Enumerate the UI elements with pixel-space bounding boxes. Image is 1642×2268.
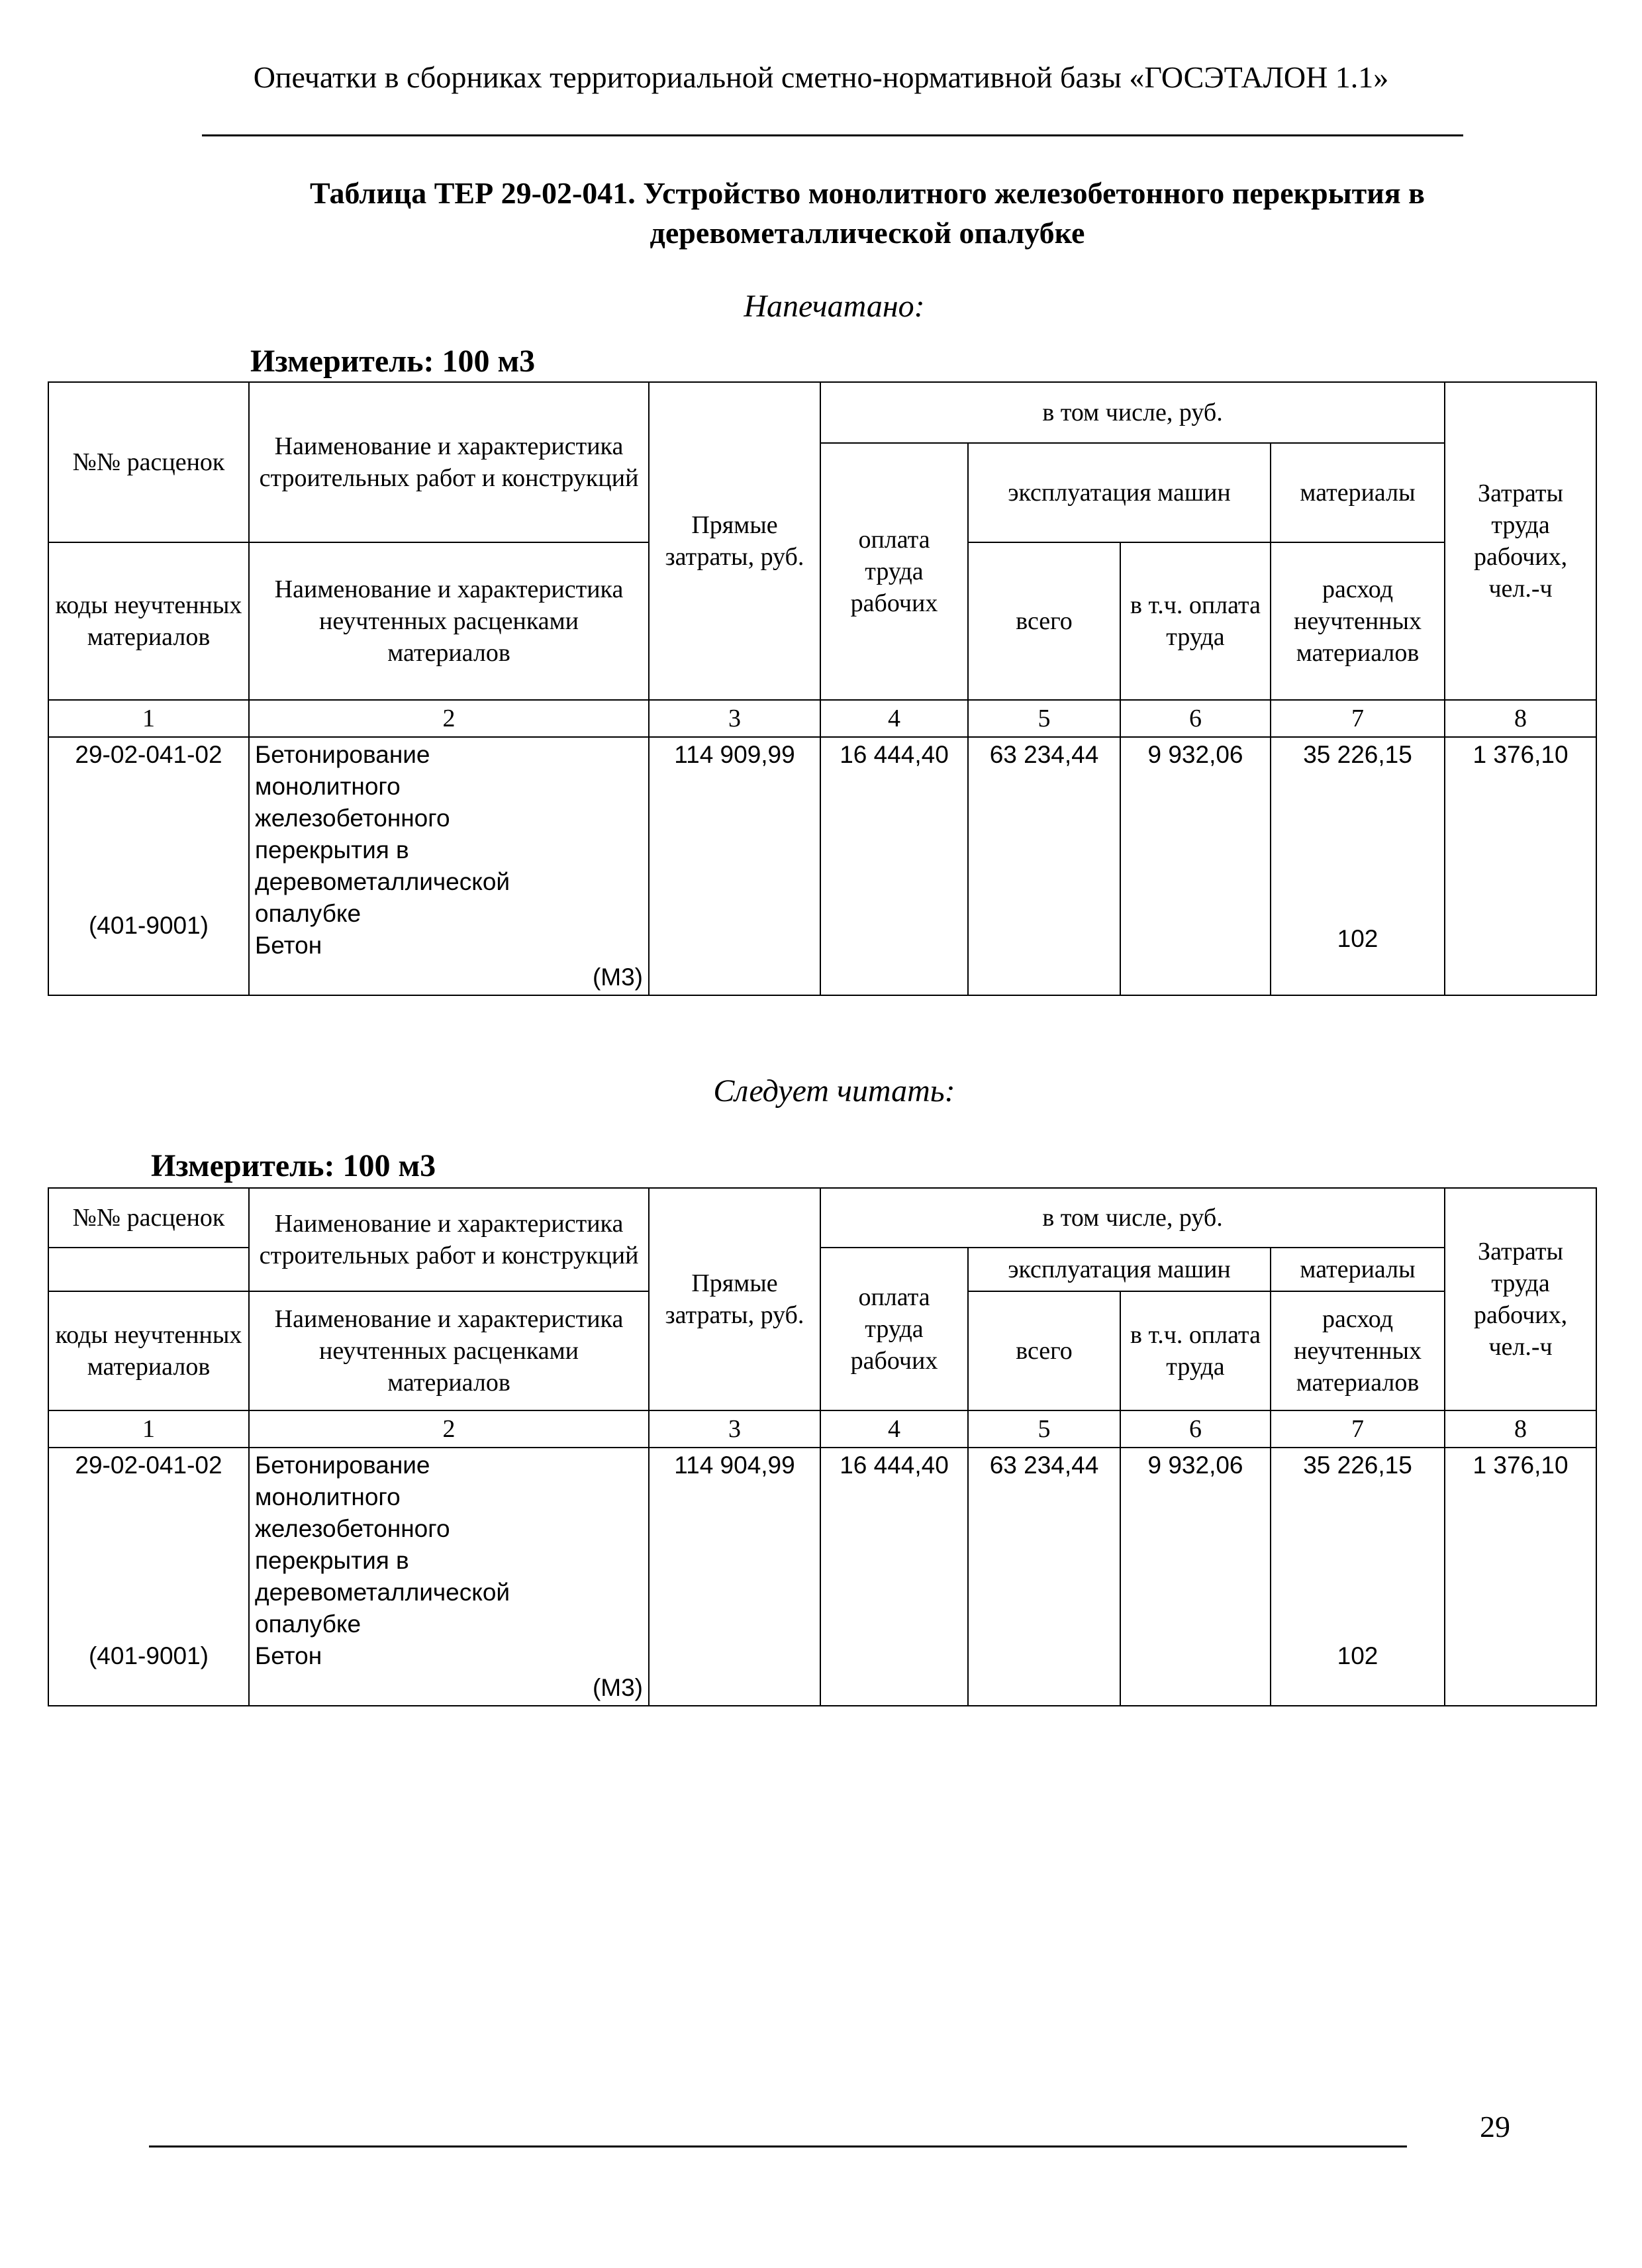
- materials-cell: [1271, 737, 1445, 995]
- col-number: 8: [1445, 1410, 1596, 1448]
- header-wage: оплата труда рабочих: [820, 443, 968, 700]
- col-number: 7: [1271, 700, 1445, 737]
- machines-total: 63 234,44: [968, 1448, 1120, 1706]
- materials-cost: 35 226,15: [1303, 741, 1412, 768]
- material-unit: (М3): [592, 963, 643, 991]
- rate-name-line: монолитного: [255, 773, 401, 800]
- header-rule: [202, 134, 1463, 136]
- material-code: (401-9001): [88, 912, 209, 939]
- rate-name-line: опалубке: [255, 900, 362, 927]
- corrected-table: [48, 1187, 1597, 1706]
- header-code-bottom: коды неучтенных материалов: [48, 1291, 249, 1410]
- header-machines: эксплуатация машин: [968, 443, 1271, 542]
- col-number: 4: [820, 700, 968, 737]
- header-incl: в том числе, руб.: [820, 382, 1445, 443]
- header-mach-total: всего: [968, 542, 1120, 700]
- header-mach-wage: в т.ч. оплата труда: [1120, 1291, 1271, 1410]
- rate-code-cell: [48, 1448, 249, 1706]
- materials-cell: [1271, 1448, 1445, 1706]
- header-incl: в том числе, руб.: [820, 1188, 1445, 1248]
- col-number: 1: [48, 700, 249, 737]
- material-name: Бетон: [255, 932, 322, 959]
- header-wage: оплата труда рабочих: [820, 1248, 968, 1410]
- col-number: 1: [48, 1410, 249, 1448]
- header-machines: эксплуатация машин: [968, 1248, 1271, 1291]
- col-number: 2: [249, 1410, 649, 1448]
- header-name-bottom: Наименование и характеристика неучтенных расценками материалов: [249, 1291, 649, 1410]
- rate-name-cell: [249, 737, 649, 995]
- col-number: 7: [1271, 1410, 1445, 1448]
- col-number: 6: [1120, 700, 1271, 737]
- table-title: Таблица ТЕР 29-02-041. Устройство монолитного железобетонного перекрытия в деревометаллической опалубке: [310, 176, 1425, 250]
- rate-code: 29-02-041-02: [75, 1452, 222, 1479]
- header-code-bottom: коды неучтенных материалов: [48, 542, 249, 700]
- col-number: 2: [249, 700, 649, 737]
- header-direct: Прямые затраты, руб.: [649, 382, 820, 700]
- rate-name-line: Бетонирование: [255, 741, 430, 768]
- rate-name-line: опалубке: [255, 1610, 362, 1638]
- rate-name-line: перекрытия в: [255, 1547, 409, 1574]
- wage-cost: 16 444,40: [820, 1448, 968, 1706]
- printed-table: [48, 381, 1597, 996]
- rate-name-line: монолитного: [255, 1483, 401, 1510]
- header-code-top: №№ расценок: [48, 382, 249, 542]
- wage-cost: 16 444,40: [820, 737, 968, 995]
- col-number: 5: [968, 700, 1120, 737]
- col-number: 8: [1445, 700, 1596, 737]
- rate-name-line: железобетонного: [255, 1515, 450, 1542]
- corrected-label: Следует читать:: [713, 1073, 955, 1109]
- rate-code: 29-02-041-02: [75, 741, 222, 768]
- materials-cost: 35 226,15: [1303, 1452, 1412, 1479]
- header-name-top: Наименование и характеристика строительных работ и конструкций: [249, 1188, 649, 1291]
- printed-unit: Измеритель: 100 м3: [250, 344, 536, 379]
- header-name-bottom: Наименование и характеристика неучтенных расценками материалов: [249, 542, 649, 700]
- machines-total: 63 234,44: [968, 737, 1120, 995]
- rate-name-line: перекрытия в: [255, 836, 409, 863]
- col-number: 4: [820, 1410, 968, 1448]
- material-name: Бетон: [255, 1642, 322, 1669]
- col-number: 6: [1120, 1410, 1271, 1448]
- rate-name-line: деревометаллической: [255, 868, 510, 895]
- rate-code-cell: [48, 737, 249, 995]
- corrected-unit: Измеритель: 100 м3: [151, 1148, 436, 1183]
- direct-cost: 114 904,99: [649, 1448, 820, 1706]
- rate-name-line: Бетонирование: [255, 1452, 430, 1479]
- page-number: 29: [1480, 2110, 1510, 2144]
- col-number: 3: [649, 1410, 820, 1448]
- printed-label: Напечатано:: [744, 289, 925, 324]
- header-labor: Затраты труда рабочих, чел.-ч: [1445, 1188, 1596, 1410]
- header-materials: материалы: [1271, 1248, 1445, 1291]
- direct-cost: 114 909,99: [649, 737, 820, 995]
- col-number: 3: [649, 700, 820, 737]
- rate-name-line: железобетонного: [255, 805, 450, 832]
- header-mat-usage: расход неучтенных материалов: [1271, 542, 1445, 700]
- header-direct: Прямые затраты, руб.: [649, 1188, 820, 1410]
- material-unit: (М3): [592, 1674, 643, 1701]
- rate-name-cell: [249, 1448, 649, 1706]
- rate-name-line: деревометаллической: [255, 1579, 510, 1606]
- machines-wage: 9 932,06: [1120, 1448, 1271, 1706]
- machines-wage: 9 932,06: [1120, 737, 1271, 995]
- header-code-top-filler: [48, 1248, 249, 1291]
- labor-cost: 1 376,10: [1445, 1448, 1596, 1706]
- footer-rule: [149, 2145, 1407, 2147]
- material-usage: 102: [1337, 1642, 1378, 1669]
- col-number: 5: [968, 1410, 1120, 1448]
- header-mach-total: всего: [968, 1291, 1120, 1410]
- header-mat-usage: расход неучтенных материалов: [1271, 1291, 1445, 1410]
- header-name-top: Наименование и характеристика строительных работ и конструкций: [249, 382, 649, 542]
- header-labor: Затраты труда рабочих, чел.-ч: [1445, 382, 1596, 700]
- header-materials: материалы: [1271, 443, 1445, 542]
- material-code: (401-9001): [88, 1642, 209, 1669]
- labor-cost: 1 376,10: [1445, 737, 1596, 995]
- header-code-top: №№ расценок: [48, 1188, 249, 1248]
- running-header: Опечатки в сборниках территориальной сметно-нормативной базы «ГОСЭТАЛОН 1.1»: [253, 60, 1389, 94]
- material-usage: 102: [1337, 925, 1378, 952]
- header-mach-wage: в т.ч. оплата труда: [1120, 542, 1271, 700]
